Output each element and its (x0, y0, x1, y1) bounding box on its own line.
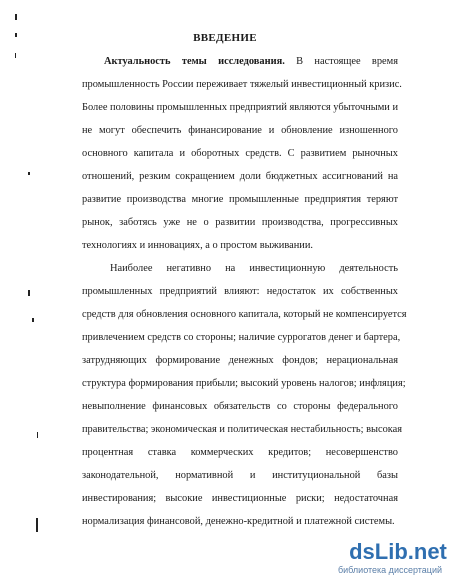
paragraph-line: нормализация финансовой, денежно-кредитной и платежной системы. (82, 516, 395, 527)
paragraph-line: средств для обновления основного капитала, который не компенсируется (82, 309, 407, 320)
scan-artifact (37, 432, 38, 438)
intro-lead: Актуальность темы исследования. (104, 56, 285, 67)
scan-artifact (36, 518, 38, 532)
paragraph-line: не могут обеспечить финансирование и обновление изношенного (82, 125, 398, 136)
paragraph-line: привлечением средств со стороны; наличие суррогатов денег и бартера, (82, 332, 401, 343)
paragraph-line: процентная ставка коммерческих кредитов; несовершенство (82, 447, 398, 458)
paragraph-line: невыполнение финансовых обязательств со стороны федерального (82, 401, 398, 412)
scan-artifact (15, 53, 16, 58)
paragraph-line: технологиях и инновациях, а о простом выживании. (82, 240, 313, 251)
scan-artifact (28, 172, 30, 175)
paragraph-line: отношений, резким сокращением доли бюджетных ассигнований на (82, 171, 398, 182)
paragraph-line: Актуальность темы исследования. В настоящее время (104, 56, 398, 67)
paragraph-line: Более половины промышленных предприятий являются убыточными и (82, 102, 399, 113)
paragraph-line: промышленных предприятий влияют: недостаток их собственных (82, 286, 398, 297)
scan-artifact (28, 290, 30, 296)
scan-artifact (32, 318, 34, 322)
paragraph-line: правительства; экономическая и политическая нестабильность; высокая (82, 424, 403, 435)
paragraph-line: затрудняющих формирование денежных фондов; нерациональная (82, 355, 398, 366)
paragraph-line: развитие производства многие промышленные предприятия теряют (82, 194, 398, 205)
paragraph-line: промышленность России переживает тяжелый инвестиционный кризис. (82, 79, 402, 90)
watermark (338, 537, 450, 581)
paragraph-line: инвестирования; высокие инвестиционные риски; недостаточная (82, 493, 398, 504)
watermark-caption: библиотека диссертаций (338, 565, 443, 575)
paragraph-line: рынок, заботясь уже не о развитии производства, прогрессивных (82, 217, 398, 228)
paragraph-line: законодательной, нормативной и институциональной базы (82, 470, 398, 481)
page-title: ВВЕДЕНИЕ (193, 32, 257, 44)
paragraph-line: Наиболее негативно на инвестиционную деятельность (110, 263, 398, 274)
scan-artifact (15, 33, 17, 37)
scan-artifact (15, 14, 17, 20)
paragraph-line: структура формирования прибыли; высокий уровень налогов; инфляция; (82, 378, 406, 389)
paragraph-line: основного капитала и оборотных средств. С развитием рыночных (82, 148, 398, 159)
svg-text:dsLib.net: dsLib.net (349, 539, 447, 564)
dslib-logo (346, 537, 450, 567)
